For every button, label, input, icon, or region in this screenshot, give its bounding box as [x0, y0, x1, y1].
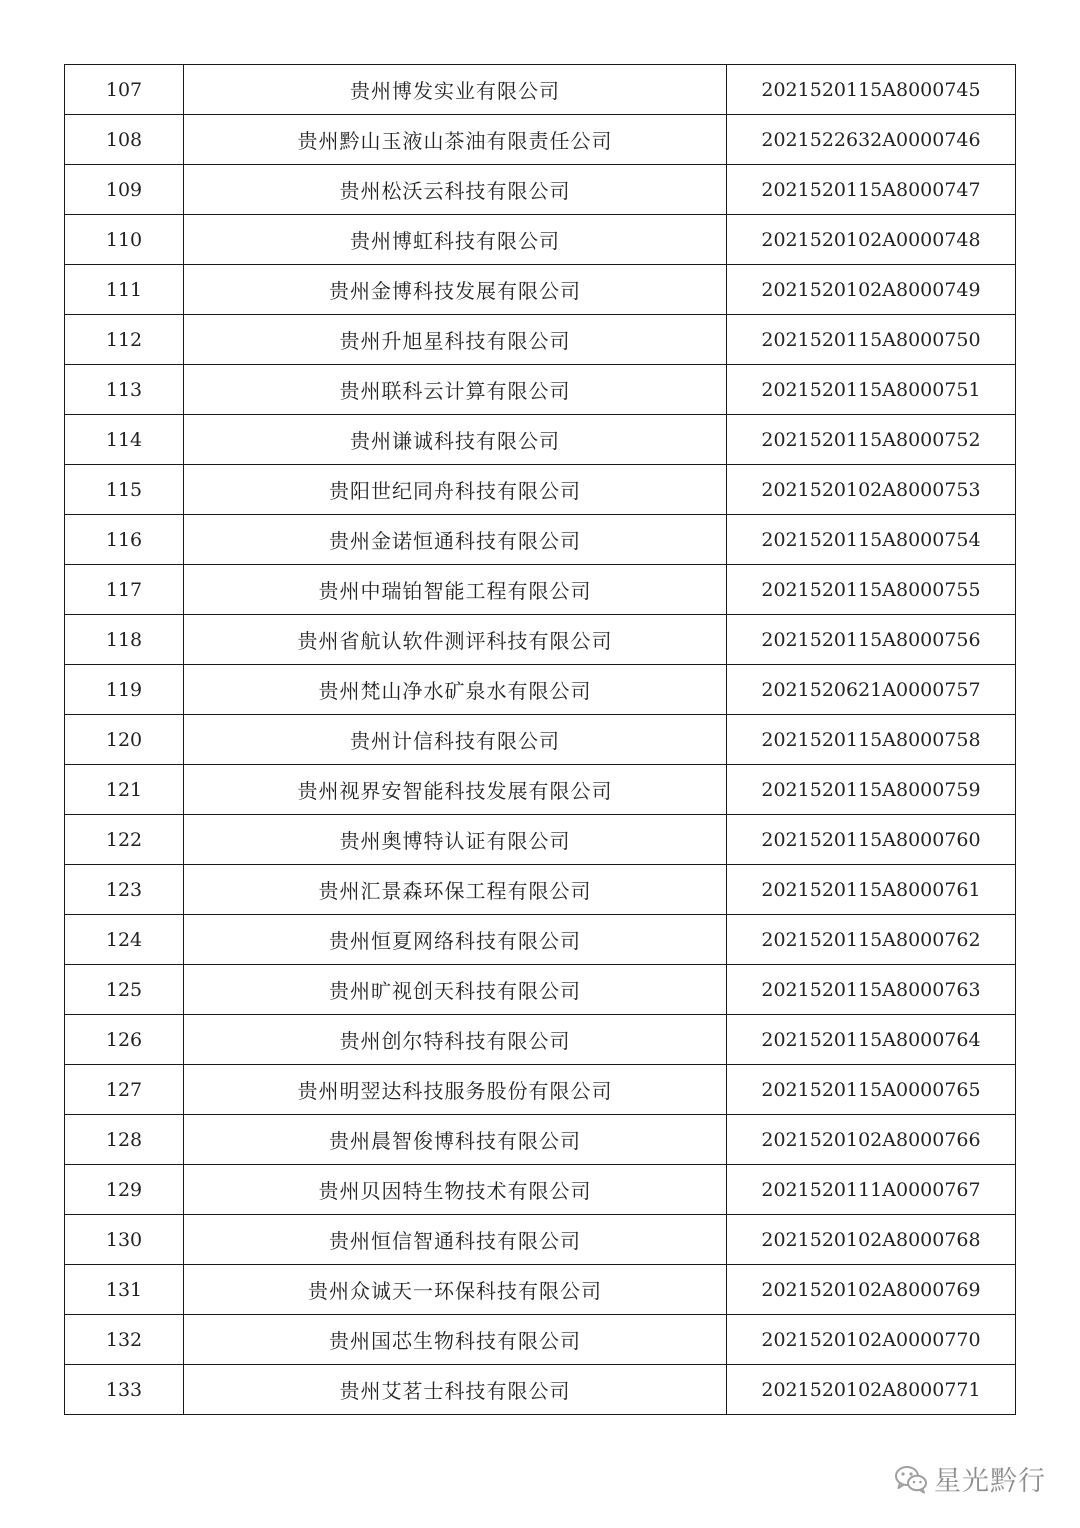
row-index-cell: 108 [65, 115, 184, 165]
row-index-cell: 129 [65, 1165, 184, 1215]
wechat-icon [894, 1464, 928, 1494]
row-index-cell: 115 [65, 465, 184, 515]
row-index-cell: 124 [65, 915, 184, 965]
registration-code-cell: 2021520115A8000747 [727, 165, 1016, 215]
company-name-cell: 贵州旷视创天科技有限公司 [184, 965, 727, 1015]
table-row [65, 115, 1016, 165]
row-index-cell: 123 [65, 865, 184, 915]
row-index-cell: 109 [65, 165, 184, 215]
company-name-cell: 贵州国芯生物科技有限公司 [184, 1315, 727, 1365]
registration-code-cell: 2021520102A0000748 [727, 215, 1016, 265]
table-row [65, 715, 1016, 765]
registration-code-cell: 2021520115A8000751 [727, 365, 1016, 415]
registration-code-cell: 2021520621A0000757 [727, 665, 1016, 715]
row-index-cell: 133 [65, 1365, 184, 1415]
company-name-cell: 贵州明翌达科技服务股份有限公司 [184, 1065, 727, 1115]
table-row [65, 265, 1016, 315]
company-name-cell: 贵州金诺恒通科技有限公司 [184, 515, 727, 565]
registration-code-cell: 2021520115A8000764 [727, 1015, 1016, 1065]
table-row [65, 1365, 1016, 1415]
registration-code-cell: 2021520115A8000752 [727, 415, 1016, 465]
company-name-cell: 贵州黔山玉液山茶油有限责任公司 [184, 115, 727, 165]
company-name-cell: 贵州众诚天一环保科技有限公司 [184, 1265, 727, 1315]
registration-code-cell: 2021520111A0000767 [727, 1165, 1016, 1215]
registration-code-cell: 2021520115A8000762 [727, 915, 1016, 965]
table-row [65, 1265, 1016, 1315]
company-name-cell: 贵州恒信智通科技有限公司 [184, 1215, 727, 1265]
row-index-cell: 107 [65, 65, 184, 115]
registration-code-cell: 2021520115A8000745 [727, 65, 1016, 115]
company-name-cell: 贵州升旭星科技有限公司 [184, 315, 727, 365]
registration-code-cell: 2021520115A8000759 [727, 765, 1016, 815]
table-row [65, 1215, 1016, 1265]
table-row [65, 1115, 1016, 1165]
row-index-cell: 131 [65, 1265, 184, 1315]
registration-code-cell: 2021520115A8000758 [727, 715, 1016, 765]
row-index-cell: 126 [65, 1015, 184, 1065]
registration-code-cell: 2021520115A8000750 [727, 315, 1016, 365]
row-index-cell: 111 [65, 265, 184, 315]
registration-code-cell: 2021522632A0000746 [727, 115, 1016, 165]
table-row [65, 815, 1016, 865]
row-index-cell: 121 [65, 765, 184, 815]
company-name-cell: 贵州省航认软件测评科技有限公司 [184, 615, 727, 665]
row-index-cell: 116 [65, 515, 184, 565]
company-name-cell: 贵州汇景森环保工程有限公司 [184, 865, 727, 915]
row-index-cell: 125 [65, 965, 184, 1015]
table-row [65, 865, 1016, 915]
table-row [65, 515, 1016, 565]
table-row [65, 1315, 1016, 1365]
company-name-cell: 贵州恒夏网络科技有限公司 [184, 915, 727, 965]
company-name-cell: 贵州梵山净水矿泉水有限公司 [184, 665, 727, 715]
company-name-cell: 贵州创尔特科技有限公司 [184, 1015, 727, 1065]
table-row [65, 665, 1016, 715]
registration-code-cell: 2021520102A0000770 [727, 1315, 1016, 1365]
registration-code-cell: 2021520102A8000769 [727, 1265, 1016, 1315]
table-row [65, 615, 1016, 665]
table-row [65, 165, 1016, 215]
company-name-cell: 贵州博虹科技有限公司 [184, 215, 727, 265]
registration-code-cell: 2021520102A8000749 [727, 265, 1016, 315]
watermark [894, 1459, 1046, 1498]
company-name-cell: 贵州博发实业有限公司 [184, 65, 727, 115]
company-name-cell: 贵州计信科技有限公司 [184, 715, 727, 765]
table-row [65, 315, 1016, 365]
registration-code-cell: 2021520115A8000756 [727, 615, 1016, 665]
table-row [65, 215, 1016, 265]
table-row [65, 915, 1016, 965]
registration-code-cell: 2021520115A0000765 [727, 1065, 1016, 1115]
company-name-cell: 贵州视界安智能科技发展有限公司 [184, 765, 727, 815]
company-name-cell: 贵州联科云计算有限公司 [184, 365, 727, 415]
company-name-cell: 贵州艾茗士科技有限公司 [184, 1365, 727, 1415]
registration-code-cell: 2021520102A8000753 [727, 465, 1016, 515]
row-index-cell: 120 [65, 715, 184, 765]
registration-code-cell: 2021520102A8000771 [727, 1365, 1016, 1415]
row-index-cell: 113 [65, 365, 184, 415]
registration-code-cell: 2021520115A8000754 [727, 515, 1016, 565]
table-row [65, 465, 1016, 515]
registration-code-cell: 2021520115A8000761 [727, 865, 1016, 915]
row-index-cell: 119 [65, 665, 184, 715]
table-row [65, 1065, 1016, 1115]
registration-code-cell: 2021520115A8000755 [727, 565, 1016, 615]
company-list-table [64, 64, 1016, 1415]
table-row [65, 1015, 1016, 1065]
company-name-cell: 贵州松沃云科技有限公司 [184, 165, 727, 215]
table-row [65, 565, 1016, 615]
row-index-cell: 110 [65, 215, 184, 265]
row-index-cell: 130 [65, 1215, 184, 1265]
row-index-cell: 128 [65, 1115, 184, 1165]
registration-code-cell: 2021520102A8000766 [727, 1115, 1016, 1165]
company-name-cell: 贵州谦诚科技有限公司 [184, 415, 727, 465]
registration-code-cell: 2021520102A8000768 [727, 1215, 1016, 1265]
company-name-cell: 贵州晨智俊博科技有限公司 [184, 1115, 727, 1165]
row-index-cell: 114 [65, 415, 184, 465]
row-index-cell: 132 [65, 1315, 184, 1365]
company-name-cell: 贵州奥博特认证有限公司 [184, 815, 727, 865]
row-index-cell: 117 [65, 565, 184, 615]
table-row [65, 65, 1016, 115]
table-row [65, 415, 1016, 465]
table-row [65, 765, 1016, 815]
company-name-cell: 贵州金博科技发展有限公司 [184, 265, 727, 315]
registration-code-cell: 2021520115A8000763 [727, 965, 1016, 1015]
table-row [65, 1165, 1016, 1215]
company-name-cell: 贵州中瑞铂智能工程有限公司 [184, 565, 727, 615]
row-index-cell: 127 [65, 1065, 184, 1115]
table-row [65, 965, 1016, 1015]
row-index-cell: 122 [65, 815, 184, 865]
table-row [65, 365, 1016, 415]
row-index-cell: 112 [65, 315, 184, 365]
registration-code-cell: 2021520115A8000760 [727, 815, 1016, 865]
company-name-cell: 贵州贝因特生物技术有限公司 [184, 1165, 727, 1215]
company-name-cell: 贵阳世纪同舟科技有限公司 [184, 465, 727, 515]
row-index-cell: 118 [65, 615, 184, 665]
table-body [65, 65, 1016, 1415]
watermark-text: 星光黔行 [934, 1466, 1046, 1497]
